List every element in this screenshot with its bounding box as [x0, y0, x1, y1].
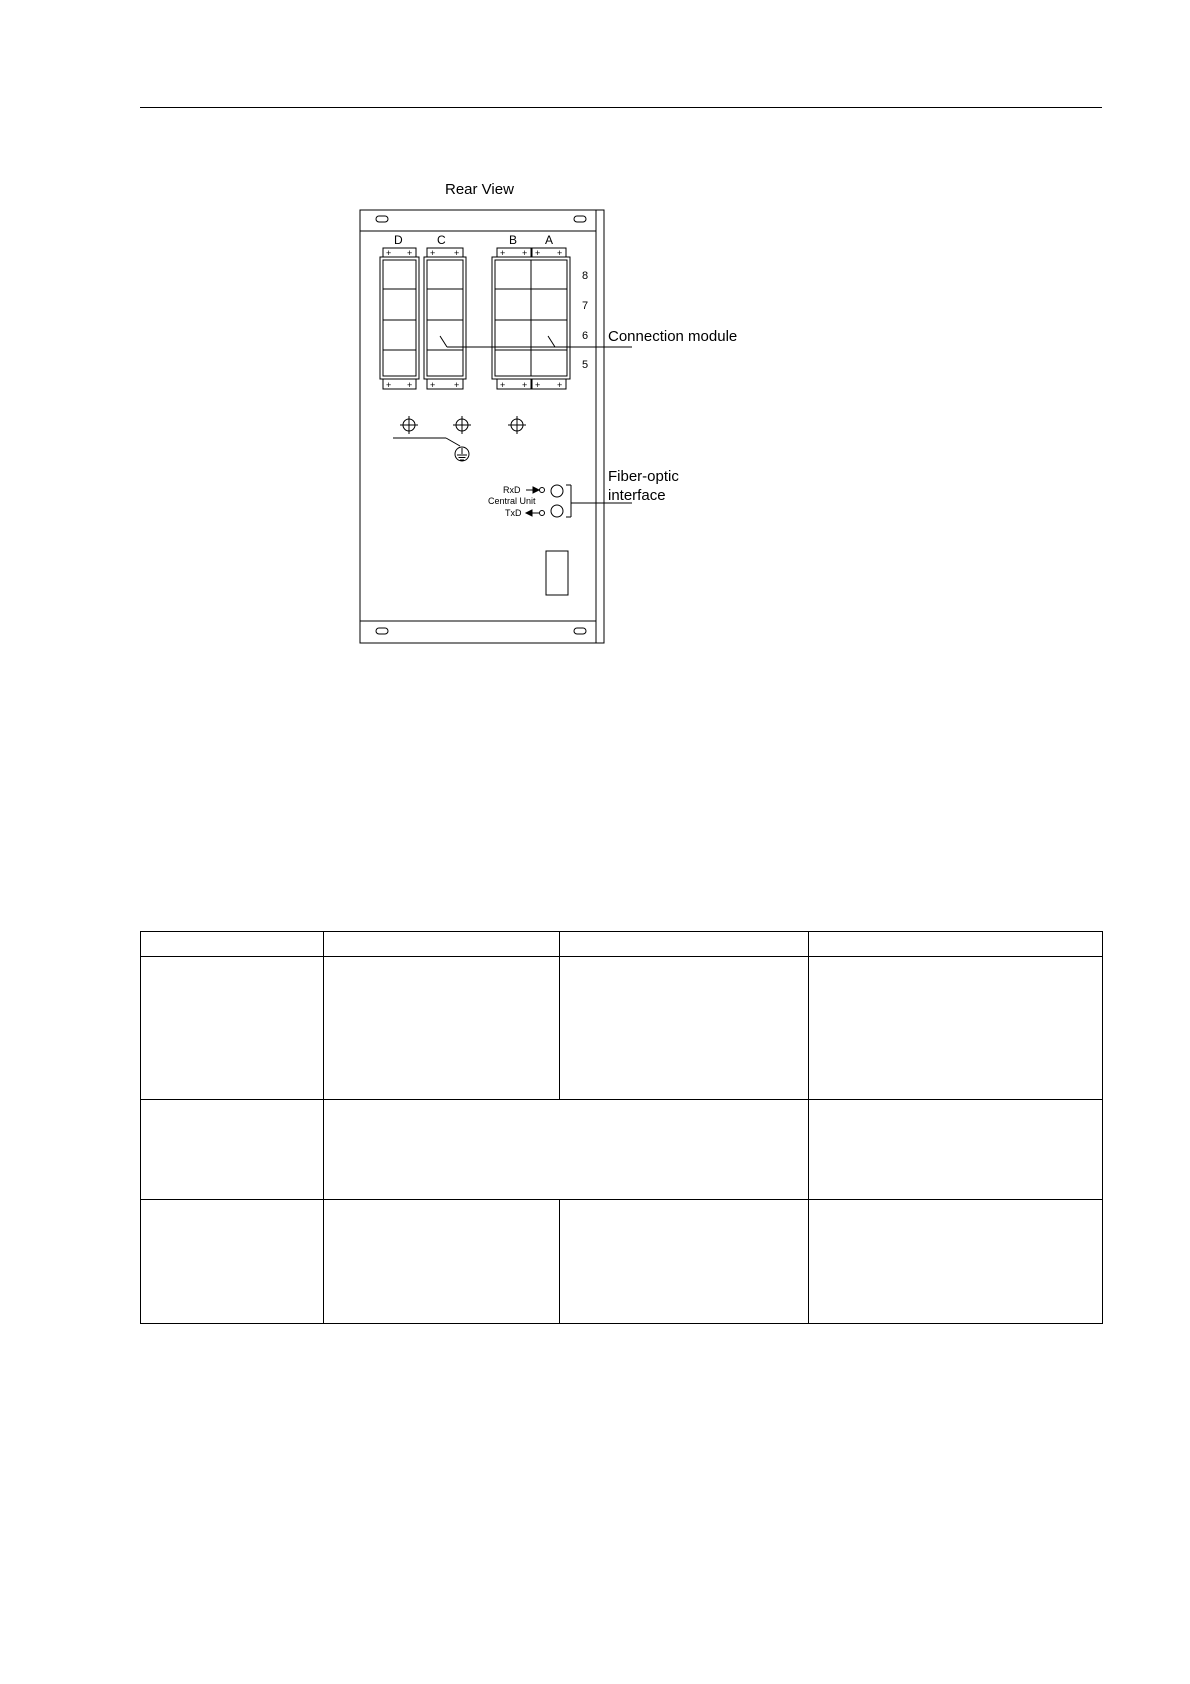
ground-symbol-icon: [393, 438, 469, 461]
grounding-stud-icon: [453, 416, 471, 434]
table-cell: [560, 957, 809, 1100]
terminal-mark: +: [522, 248, 528, 258]
connection-module-leader: [440, 336, 632, 347]
panel-cutout: [546, 551, 568, 595]
terminal-mark: +: [535, 248, 541, 258]
terminal-mark: +: [386, 248, 392, 258]
mounting-slot-bottom-left: [376, 628, 388, 634]
terminal-mark: +: [557, 248, 563, 258]
central-unit-label: Central Unit: [488, 496, 536, 506]
rxd-arrow-icon: [526, 487, 545, 493]
terminal-mark: +: [557, 380, 563, 390]
fiber-optic-callout-line1: Fiber-optic: [608, 468, 679, 485]
terminal-mark: +: [535, 380, 541, 390]
column-label-d: D: [394, 233, 403, 247]
table-row: [141, 932, 1103, 957]
terminal-mark: +: [500, 380, 506, 390]
blank-table: [140, 931, 1103, 1324]
connection-module-d: [380, 248, 419, 389]
table-cell: [560, 1200, 809, 1324]
table-cell: [324, 1200, 560, 1324]
table-row: [141, 957, 1103, 1100]
table-cell: [809, 932, 1103, 957]
terminal-mark: +: [386, 380, 392, 390]
table-cell: [809, 1100, 1103, 1200]
row-number-7: 7: [582, 300, 589, 312]
rear-view-diagram: [0, 0, 1190, 700]
fiber-optic-port-icon: [551, 485, 563, 517]
table-row: [141, 1200, 1103, 1324]
table-cell: [560, 932, 809, 957]
row-number-5: 5: [582, 359, 589, 371]
mounting-slot-top-left: [376, 216, 388, 222]
rxd-label: RxD: [503, 485, 521, 495]
column-label-b: B: [509, 233, 518, 247]
grounding-stud-icon: [508, 416, 526, 434]
terminal-mark: +: [407, 248, 413, 258]
table-cell: [141, 957, 324, 1100]
terminal-mark: +: [500, 248, 506, 258]
table-cell: [141, 1100, 324, 1200]
terminal-mark: +: [454, 248, 460, 258]
terminal-mark: +: [430, 380, 436, 390]
table-cell: [141, 1200, 324, 1324]
terminal-mark: +: [454, 380, 460, 390]
terminal-mark: +: [430, 248, 436, 258]
table-cell: [324, 932, 560, 957]
column-label-c: C: [437, 233, 446, 247]
table-cell: [141, 932, 324, 957]
grounding-stud-icon: [400, 416, 418, 434]
table-row: [141, 1100, 1103, 1200]
column-label-a: A: [545, 233, 554, 247]
terminal-mark: +: [407, 380, 413, 390]
txd-label: TxD: [505, 508, 522, 518]
table-cell: [324, 957, 560, 1100]
connection-module-callout: Connection module: [608, 328, 738, 345]
connection-module-ba: [492, 248, 570, 389]
row-number-6: 6: [582, 330, 589, 342]
mounting-slot-top-right: [574, 216, 586, 222]
connection-module-c: [424, 248, 466, 389]
mounting-slot-bottom-right: [574, 628, 586, 634]
row-number-8: 8: [582, 270, 589, 282]
table-cell: [809, 957, 1103, 1100]
table-cell: [809, 1200, 1103, 1324]
txd-arrow-icon: [526, 510, 545, 516]
terminal-mark: +: [522, 380, 528, 390]
fiber-optic-callout-line2: interface: [608, 487, 666, 504]
table-cell: [324, 1100, 809, 1200]
figure-title: Rear View: [445, 181, 514, 198]
